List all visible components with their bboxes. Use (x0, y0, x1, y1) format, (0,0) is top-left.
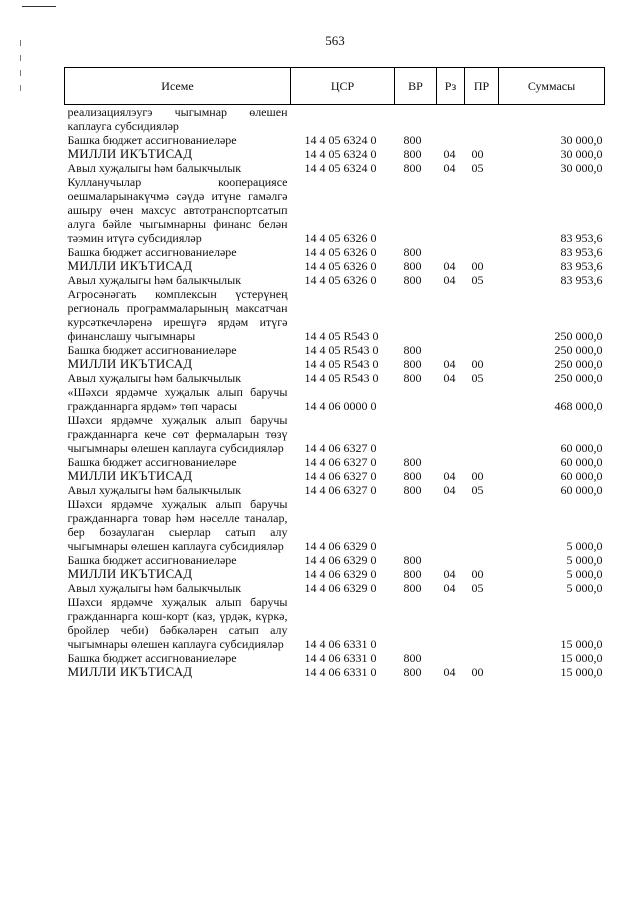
budget-table (64, 67, 605, 679)
cell-vr (395, 385, 437, 413)
table-body (65, 105, 605, 680)
cell-csr: 14 4 05 R543 0 (304, 357, 379, 371)
cell-csr: 14 4 06 6329 0 (304, 567, 377, 581)
cell-sum: 30 000,0 (560, 161, 603, 175)
cell-rz (437, 245, 465, 259)
table-row (65, 105, 605, 134)
cell-sum: 83 953,6 (560, 231, 603, 245)
cell-pr: 00 (471, 259, 484, 273)
column-header-csr: ЦСР (291, 68, 395, 105)
margin-marks (20, 40, 22, 100)
cell-vr: 800 (403, 371, 422, 385)
cell-vr: 800 (403, 161, 422, 175)
cell-rz: 04 (443, 483, 456, 497)
cell-vr: 800 (403, 665, 422, 679)
cell-pr (465, 245, 499, 259)
cell-vr: 800 (403, 133, 422, 147)
cell-vr (395, 595, 437, 651)
cell-vr: 800 (403, 553, 422, 567)
cell-name: Шәхси ярдәмче хуҗалык алып баручы гражданнарга товар һәм нәселле таналар, бер бозаулаган сыерлар сатып алу чыгымнары өлешен каплауга субсидияләр (67, 497, 288, 553)
column-header-vr: ВР (395, 68, 437, 105)
cell-name: Авыл хуҗалыгы һәм балыкчылык (67, 161, 242, 175)
cell-csr: 14 4 05 6326 0 (304, 245, 377, 259)
cell-rz: 04 (443, 581, 456, 595)
page-number: 563 (325, 33, 345, 48)
cell-pr (465, 133, 499, 147)
table-row (65, 665, 605, 679)
cell-sum: 83 953,6 (560, 273, 603, 287)
table-row (65, 161, 605, 175)
cell-pr (465, 553, 499, 567)
cell-pr (465, 175, 499, 245)
cell-pr: 00 (471, 567, 484, 581)
cell-vr (395, 175, 437, 245)
cell-rz (437, 651, 465, 665)
cell-name: Шәхси ярдәмче хуҗалык алып баручы гражданнарга кош-корт (каз, үрдәк, күркә, бройлер чеби) бәбкәләрен сатып алу чыгымнары өлешен каплауга субсидияләр (67, 595, 288, 651)
cell-csr: 14 4 05 6326 0 (304, 231, 377, 245)
cell-rz: 04 (443, 371, 456, 385)
cell-sum: 83 953,6 (560, 259, 603, 273)
cell-sum: 60 000,0 (560, 469, 603, 483)
cell-rz (437, 133, 465, 147)
table-row (65, 147, 605, 161)
cell-vr: 800 (403, 343, 422, 357)
cell-csr: 14 4 06 6327 0 (304, 483, 377, 497)
column-header-rz: Рз (437, 68, 465, 105)
cell-sum (499, 105, 605, 134)
table-row (65, 175, 605, 245)
cell-rz: 04 (443, 259, 456, 273)
cell-name: реализациялэугэ чыгымнар өлешен каплауга субсидияләр (67, 105, 288, 133)
cell-sum: 468 000,0 (554, 399, 603, 413)
cell-pr (465, 497, 499, 553)
cell-csr (291, 105, 395, 134)
cell-vr: 800 (403, 567, 422, 581)
table-header (65, 68, 605, 105)
cell-sum: 5 000,0 (566, 581, 603, 595)
budget-table-container (64, 67, 604, 679)
cell-vr: 800 (403, 455, 422, 469)
cell-name: Башка бюджет ассигнованиеләре (67, 133, 237, 147)
cell-vr: 800 (403, 147, 422, 161)
cell-name: Башка бюджет ассигнованиеләре (67, 455, 237, 469)
cell-rz (437, 455, 465, 469)
table-row (65, 245, 605, 259)
table-row (65, 497, 605, 553)
table-row (65, 413, 605, 455)
cell-name: МИЛЛИ ИКЪТИСАД (67, 566, 193, 581)
cell-vr: 800 (403, 259, 422, 273)
cell-rz (437, 595, 465, 651)
cell-rz: 04 (443, 273, 456, 287)
cell-rz (437, 175, 465, 245)
cell-name: Авыл хуҗалыгы һәм балыкчылык (67, 483, 242, 497)
cell-name: Башка бюджет ассигнованиеләре (67, 553, 237, 567)
cell-pr (465, 651, 499, 665)
cell-name: Авыл хуҗалыгы һәм балыкчылык (67, 581, 242, 595)
cell-csr: 14 4 05 6326 0 (304, 259, 377, 273)
cell-sum: 15 000,0 (560, 651, 603, 665)
cell-csr: 14 4 06 6331 0 (304, 651, 377, 665)
cell-vr: 800 (403, 581, 422, 595)
cell-pr: 05 (471, 273, 484, 287)
cell-sum: 250 000,0 (554, 357, 603, 371)
cell-name: Башка бюджет ассигнованиеләре (67, 245, 237, 259)
cell-csr: 14 4 05 6324 0 (304, 133, 377, 147)
cell-rz: 04 (443, 357, 456, 371)
table-row (65, 287, 605, 343)
cell-pr: 00 (471, 357, 484, 371)
cell-csr: 14 4 06 6331 0 (304, 665, 377, 679)
cell-pr (465, 595, 499, 651)
cell-sum: 15 000,0 (560, 665, 603, 679)
cell-sum: 5 000,0 (566, 567, 603, 581)
cell-rz: 04 (443, 147, 456, 161)
cell-sum: 250 000,0 (554, 343, 603, 357)
cell-pr (465, 343, 499, 357)
cell-sum: 30 000,0 (560, 147, 603, 161)
table-row (65, 567, 605, 581)
cell-csr: 14 4 05 R543 0 (304, 343, 379, 357)
cell-sum: 15 000,0 (560, 637, 603, 651)
cell-name: «Шәхси ярдәмче хуҗалык алып баручы гражданнарга ярдәм» төп чарасы (67, 385, 288, 413)
table-row (65, 483, 605, 497)
cell-rz: 04 (443, 567, 456, 581)
cell-name: Кулланучылар кооперациясе оешмаларынакүчмә сәүдә итүне гамәлгә ашыру өчен махсус автотранспортсатып алуга бәйле чыгымнарны финанс белән тәэмин итүгә субсидияләр (67, 175, 288, 245)
table-row (65, 133, 605, 147)
cell-name: Башка бюджет ассигнованиеләре (67, 343, 237, 357)
table-row (65, 553, 605, 567)
cell-pr: 05 (471, 483, 484, 497)
table-row (65, 259, 605, 273)
cell-sum: 5 000,0 (566, 553, 603, 567)
cell-sum: 30 000,0 (560, 133, 603, 147)
table-row (65, 371, 605, 385)
cell-csr: 14 4 06 6329 0 (304, 539, 377, 553)
cell-csr: 14 4 05 R543 0 (304, 329, 379, 343)
cell-sum: 5 000,0 (566, 539, 603, 553)
cell-rz (437, 287, 465, 343)
cell-vr (395, 413, 437, 455)
cell-sum: 250 000,0 (554, 329, 603, 343)
cell-csr: 14 4 06 6327 0 (304, 469, 377, 483)
cell-rz (437, 553, 465, 567)
cell-name: МИЛЛИ ИКЪТИСАД (67, 468, 193, 483)
cell-sum: 60 000,0 (560, 441, 603, 455)
cell-pr: 05 (471, 161, 484, 175)
cell-name: МИЛЛИ ИКЪТИСАД (67, 146, 193, 161)
cell-name: Агросәнәгать комплексын үстерүнең региональ программаларының максатчан курсәткечләренә ирешүгә ярдәм итүгә финанслашу чыгымнары (67, 287, 288, 343)
cell-pr (465, 413, 499, 455)
table-row (65, 595, 605, 651)
cell-pr (465, 385, 499, 413)
cell-sum: 83 953,6 (560, 245, 603, 259)
table-row (65, 343, 605, 357)
cell-vr: 800 (403, 357, 422, 371)
cell-rz: 04 (443, 665, 456, 679)
cell-name: МИЛЛИ ИКЪТИСАД (67, 356, 193, 371)
cell-csr: 14 4 06 6329 0 (304, 553, 377, 567)
cell-rz (437, 385, 465, 413)
cell-csr: 14 4 06 6327 0 (304, 455, 377, 469)
cell-name: МИЛЛИ ИКЪТИСАД (67, 258, 193, 273)
cell-vr: 800 (403, 469, 422, 483)
cell-pr: 05 (471, 581, 484, 595)
cell-csr: 14 4 06 6331 0 (304, 637, 377, 651)
cell-pr: 00 (471, 147, 484, 161)
cell-rz (437, 497, 465, 553)
table-row (65, 455, 605, 469)
cell-name: Шәхси ярдәмче хуҗалык алып баручы гражданнарга кече сөт фермаларын төзү чыгымнары өлешен каплауга субсидияләр (67, 413, 288, 455)
cell-csr: 14 4 06 6329 0 (304, 581, 377, 595)
cell-csr: 14 4 06 0000 0 (304, 399, 377, 413)
cell-rz: 04 (443, 161, 456, 175)
cell-vr: 800 (403, 245, 422, 259)
cell-csr: 14 4 05 6326 0 (304, 273, 377, 287)
cell-vr: 800 (403, 483, 422, 497)
table-row (65, 651, 605, 665)
cell-rz (437, 413, 465, 455)
cell-sum: 60 000,0 (560, 455, 603, 469)
table-row (65, 385, 605, 413)
cell-vr (395, 105, 437, 134)
cell-vr (395, 287, 437, 343)
cell-pr: 05 (471, 371, 484, 385)
column-header-pr: ПР (465, 68, 499, 105)
cell-sum: 250 000,0 (554, 371, 603, 385)
cell-pr: 00 (471, 665, 484, 679)
cell-name: Башка бюджет ассигнованиеләре (67, 651, 237, 665)
column-header-sum: Суммасы (499, 68, 605, 105)
table-row (65, 273, 605, 287)
cell-pr (465, 105, 499, 134)
cell-name: Авыл хуҗалыгы һәм балыкчылык (67, 273, 242, 287)
column-header-name: Исеме (65, 68, 291, 105)
cell-vr (395, 497, 437, 553)
cell-vr: 800 (403, 651, 422, 665)
cell-sum: 60 000,0 (560, 483, 603, 497)
table-row (65, 357, 605, 371)
cell-vr: 800 (403, 273, 422, 287)
table-row (65, 469, 605, 483)
top-rule (22, 6, 56, 7)
cell-pr (465, 287, 499, 343)
cell-name: МИЛЛИ ИКЪТИСАД (67, 664, 193, 679)
cell-csr: 14 4 05 R543 0 (304, 371, 379, 385)
cell-rz: 04 (443, 469, 456, 483)
cell-pr (465, 455, 499, 469)
cell-pr: 00 (471, 469, 484, 483)
cell-rz (437, 105, 465, 134)
cell-name: Авыл хуҗалыгы һәм балыкчылык (67, 371, 242, 385)
cell-csr: 14 4 06 6327 0 (304, 441, 377, 455)
cell-csr: 14 4 05 6324 0 (304, 147, 377, 161)
cell-csr: 14 4 05 6324 0 (304, 161, 377, 175)
table-row (65, 581, 605, 595)
cell-rz (437, 343, 465, 357)
